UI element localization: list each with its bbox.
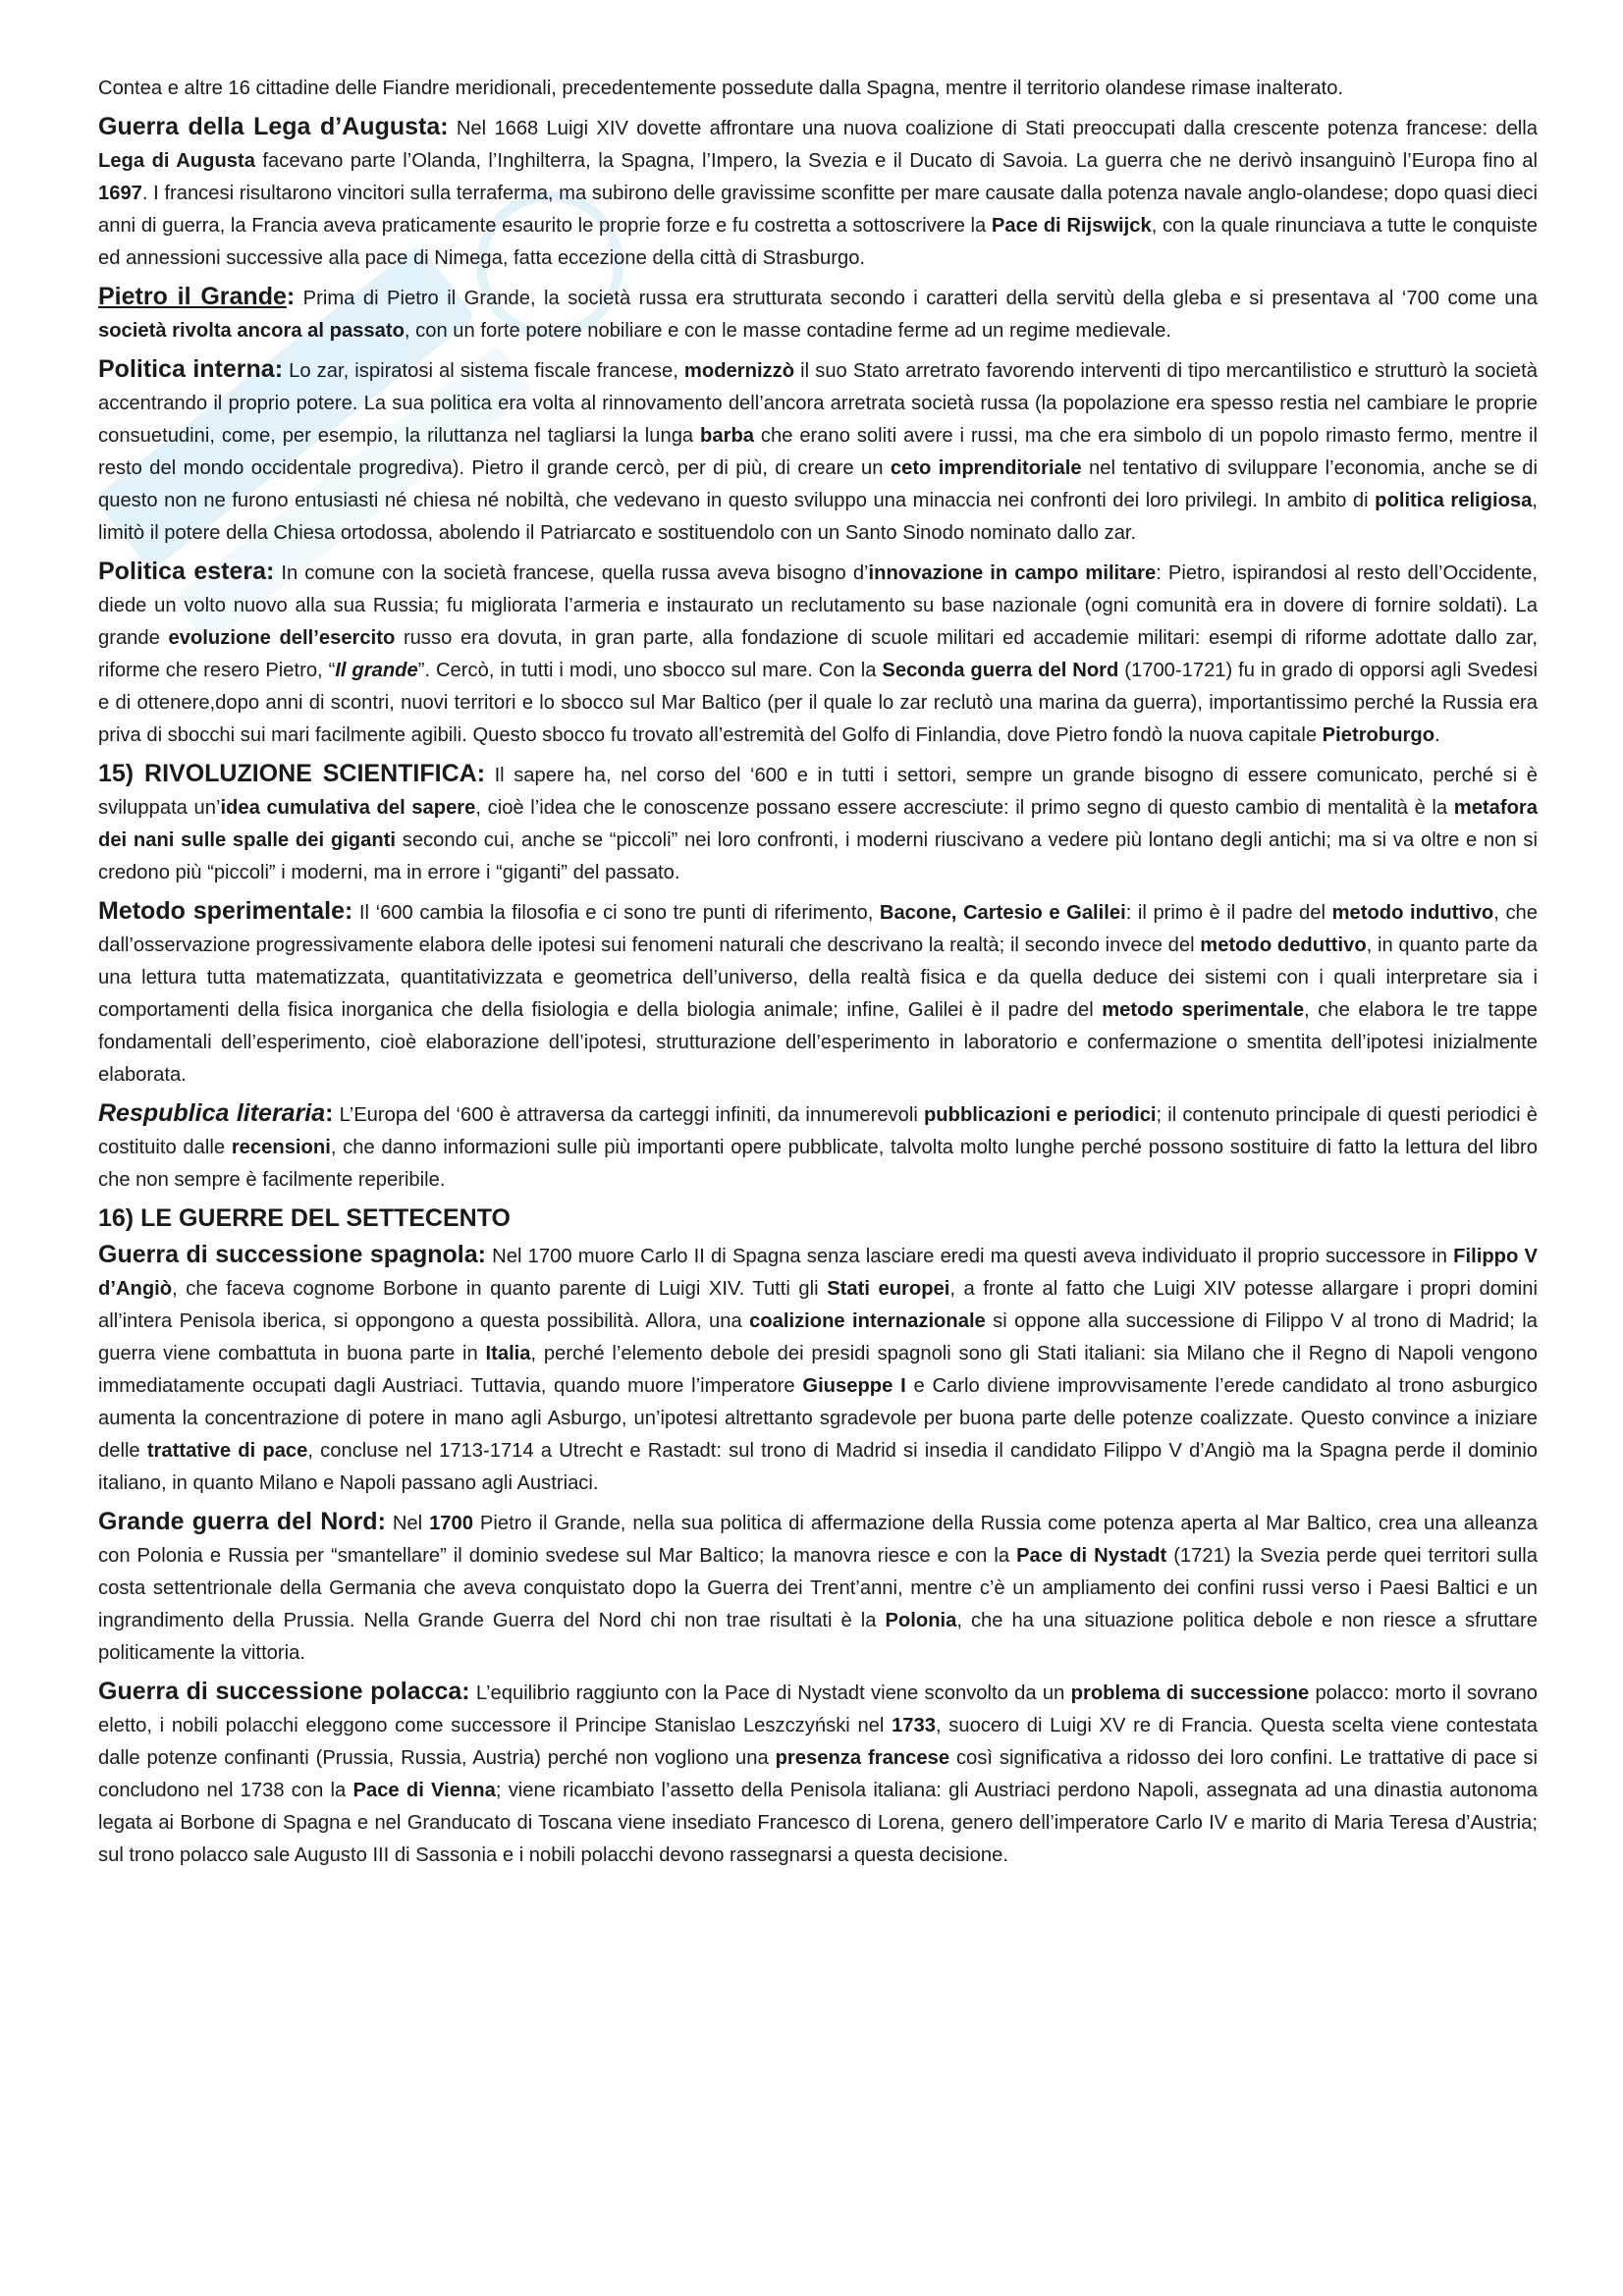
section-title-guerre-settecento: 16) LE GUERRE DEL SETTECENTO [98, 1204, 511, 1232]
paragraph-lega-augusta: Guerra della Lega d’Augusta: Nel 1668 Luigi XIV dovette affrontare una nuova coalizione di Stati preoccupati dalla crescente potenza francese: della Lega di Augusta facevano parte l’Olanda, l’Inghilterra, la Spagna, l’Impero, la Svezia e il Ducato di Savoia. La guerra che ne derivò insanguinò l’Europa fino al 1697. I francesi risultarono vincitori sulla terraferma, ma subirono delle gravissime sconfitte per mare causate dalla potenza navale anglo-olandese; dopo quasi dieci anni di guerra, la Francia aveva praticamente esaurito le proprie forze e fu costretta a sottoscrivere la Pace di Rijswijck, con la quale rinunciava a tutte le conquiste ed annessioni successive alla pace di Nimega, fatta eccezione della città di Strasburgo. [98, 113, 1538, 269]
paragraph-politica-estera: Politica estera: In comune con la società francese, quella russa aveva bisogno d’innovazione in campo militare: Pietro, ispirandosi al resto dell’Occidente, diede un volto nuovo alla sua Russia; fu migliorata l’armeria e instaurato un reclutamento su base nazionale (ogni comunità era in dovere di fornire soldati). La grande evoluzione dell’esercito russo era dovuta, in gran parte, alla fondazione di scuole militari ed accademie militari: esempi di riforme adottate dallo zar, riforme che resero Pietro, “Il grande”. Cercò, in tutti i modi, uno sbocco sul mare. Con la Seconda guerra del Nord (1700-1721) fu in grado di opporsi agli Svedesi e di ottenere,dopo anni di scontri, nuovi territori e lo sbocco sul Mar Baltico (per il quale lo zar reclutò una marina da guerra), importantissimo perché la Russia era priva di sbocchi sui mari facilmente agibili. Questo sbocco fu trovato all’estremità del Golfo di Finlandia, dove Pietro fondò la nuova capitale Pietroburgo. [98, 558, 1538, 746]
heading-politica-estera: Politica estera: [98, 558, 275, 585]
heading-politica-interna: Politica interna: [98, 355, 284, 383]
document-page [98, 73, 1538, 1878]
heading-grande-guerra-nord: Grande guerra del Nord: [98, 1508, 386, 1535]
heading-lega-augusta: Guerra della Lega d’Augusta: [98, 113, 449, 140]
paragraph-grande-guerra-nord: Grande guerra del Nord: Nel 1700 Pietro il Grande, nella sua politica di affermazione della Russia come potenza aperta al Mar Baltico, crea una alleanza con Polonia e Russia per “smantellare” il dominio svedese sul Mar Baltico; la manovra riesce e con la Pace di Nystadt (1721) la Svezia perde quei territori sulla costa settentrionale della Germania che aveva conquistato dopo la Guerra dei Trent’anni, mentre c’è un ampliamento dei confini russi verso i Paesi Baltici e un ingrandimento della Prussia. Nella Grande Guerra del Nord chi non trae risultati è la Polonia, che ha una situazione politica debole e non riesce a sfruttare politicamente la vittoria. [98, 1508, 1539, 1664]
heading-successione-polacca: Guerra di successione polacca: [98, 1678, 470, 1705]
paragraph-politica-interna: Politica interna: Lo zar, ispiratosi al sistema fiscale francese, modernizzò il suo Stato arretrato favorendo interventi di tipo mercantilistico e strutturò la società accentrando il proprio potere. La sua politica era volta al rinnovamento dell’ancora arretrata società russa (la popolazione era spesso restia nel cambiare le proprie consuetudini, come, per esempio, la riluttanza nel tagliarsi la lunga barba che erano soliti avere i russi, ma che era simbolo di un popolo rimasto fermo, mentre il resto del mondo occidentale progrediva). Pietro il grande cercò, per di più, di creare un ceto imprenditoriale nel tentativo di sviluppare l’economia, anche se di questo non ne furono entusiasti né chiesa né nobiltà, che vedevano in questo sviluppo una minaccia nei confronti dei loro privilegi. In ambito di politica religiosa, limitò il potere della Chiesa ortodossa, abolendo il Patriarcato e sostituendolo con un Santo Sinodo nominato dallo zar. [98, 355, 1539, 544]
paragraph-successione-spagnola: Guerra di successione spagnola: Nel 1700 muore Carlo II di Spagna senza lasciare eredi ma questi aveva individuato il proprio successore in Filippo V d’Angiò, che faceva cognome Borbone in quanto parente di Luigi XIV. Tutti gli Stati europei, a fronte al fatto che Luigi XIV potesse allargare i propri domini all’intera Penisola iberica, si oppongono a questa possibilità. Allora, una coalizione internazionale si oppone alla successione di Filippo V al trono di Madrid; la guerra viene combattuta in buona parte in Italia, perché l’elemento debole dei presidi spagnoli sono gli Stati italiani: sia Milano che il Regno di Napoli vengono immediatamente occupati dagli Austriaci. Tuttavia, quando muore l’imperatore Giuseppe I e Carlo diviene improvvisamente l’erede candidato al trono asburgico aumenta la concentrazione di potere in mano agli Asburgo, un’ipotesi altrettanto sgradevole per buona parte delle potenze coalizzate. Questo convince a iniziare delle trattative di pace, concluse nel 1713-1714 a Utrecht e Rastadt: sul trono di Madrid si insedia il candidato Filippo V d’Angiò ma la Spagna perde il dominio italiano, in quanto Milano e Napoli passano agli Austriaci. [98, 1241, 1539, 1494]
heading-respublica-literaria: Respublica literaria [98, 1099, 326, 1127]
heading-rivoluzione-scientifica: 15) RIVOLUZIONE SCIENTIFICA: [98, 760, 486, 787]
paragraph-respublica-literaria: Respublica literaria: L’Europa del ‘600 è attraversa da carteggi infiniti, da innumerevoli pubblicazioni e periodici; il contenuto principale di questi periodici è costituito dalle recensioni, che danno informazioni sulle più importanti opere pubblicate, talvolta molto lunghe perché possono sostituire di fatto la lettura del libro che non sempre è facilmente reperibile. [98, 1099, 1538, 1191]
paragraph-successione-polacca: Guerra di successione polacca: L’equilibrio raggiunto con la Pace di Nystadt viene sconvolto da un problema di successione polacco: morto il sovrano eletto, i nobili polacchi eleggono come successore il Principe Stanislao Leszczyński nel 1733, suocero di Luigi XV re di Francia. Questa scelta viene contestata dalle potenze confinanti (Prussia, Russia, Austria) perché non vogliono una presenza francese così significativa a ridosso dei loro confini. Le trattative di pace si concludono nel 1738 con la Pace di Vienna; viene ricambiato l’assetto della Penisola italiana: gli Austriaci perdono Napoli, assegnata ad una dinastia autonoma legata ai Borbone di Spagna e nel Granducato di Toscana viene insediato Francesco di Lorena, genero dell’imperatore Carlo IV e marito di Maria Teresa d’Austria; sul trono polacco sale Augusto III di Sassonia e i nobili polacchi devono rassegnarsi a questa decisione. [98, 1678, 1538, 1866]
heading-metodo-sperimentale: Metodo sperimentale: [98, 897, 353, 925]
heading-pietro-il-grande: Pietro il Grande [98, 283, 287, 310]
heading-successione-spagnola: Guerra di successione spagnola: [98, 1241, 486, 1268]
paragraph-metodo-sperimentale: Metodo sperimentale: Il ‘600 cambia la filosofia e ci sono tre punti di riferimento, Bacone, Cartesio e Galilei: il primo è il padre del metodo induttivo, che dall’osservazione progressivamente elabora delle ipotesi sui fenomeni naturali che descrivano la realtà; il secondo invece del metodo deduttivo, in quanto parte da una lettura tutta matematizzata, quantitativizzata e geometrica dell’universo, della realtà fisica e da quella deduce dei sistemi con i quali interpretare sia i comportamenti della fisica inorganica che della fisiologia e della biologia animale; infine, Galilei è il padre del metodo sperimentale, che elabora le tre tappe fondamentali dell’esperimento, cioè elaborazione dell’ipotesi, strutturazione dell’esperimento in laboratorio e confermazione o smentita dell’ipotesi inizialmente elaborata. [98, 897, 1538, 1086]
paragraph-pietro-il-grande: Pietro il Grande: Prima di Pietro il Grande, la società russa era strutturata secondo i caratteri della servitù della gleba e si presentava al ‘700 come una società rivolta ancora al passato, con un forte potere nobiliare e con le masse contadine ferme ad un regime medievale. [98, 283, 1538, 342]
paragraph-rivoluzione-scientifica: 15) RIVOLUZIONE SCIENTIFICA: Il sapere ha, nel corso del ‘600 e in tutti i settori, sempre un grande bisogno di essere comunicato, perché si è sviluppata un’idea cumulativa del sapere, cioè l’idea che le conoscenze possano essere accresciute: il primo segno di questo cambio di mentalità è la metafora dei nani sulle spalle dei giganti secondo cui, anche se “piccoli” nei loro confronti, i moderni riuscivano a vedere più lontano degli antichi; ma si va oltre e non si credono più “piccoli” i moderni, ma in errore i “giganti” del passato. [98, 760, 1539, 883]
paragraph-fiandre: Contea e altre 16 cittadine delle Fiandre meridionali, precedentemente possedute dalla Spagna, mentre il territorio olandese rimase inalterato. [98, 78, 1344, 99]
